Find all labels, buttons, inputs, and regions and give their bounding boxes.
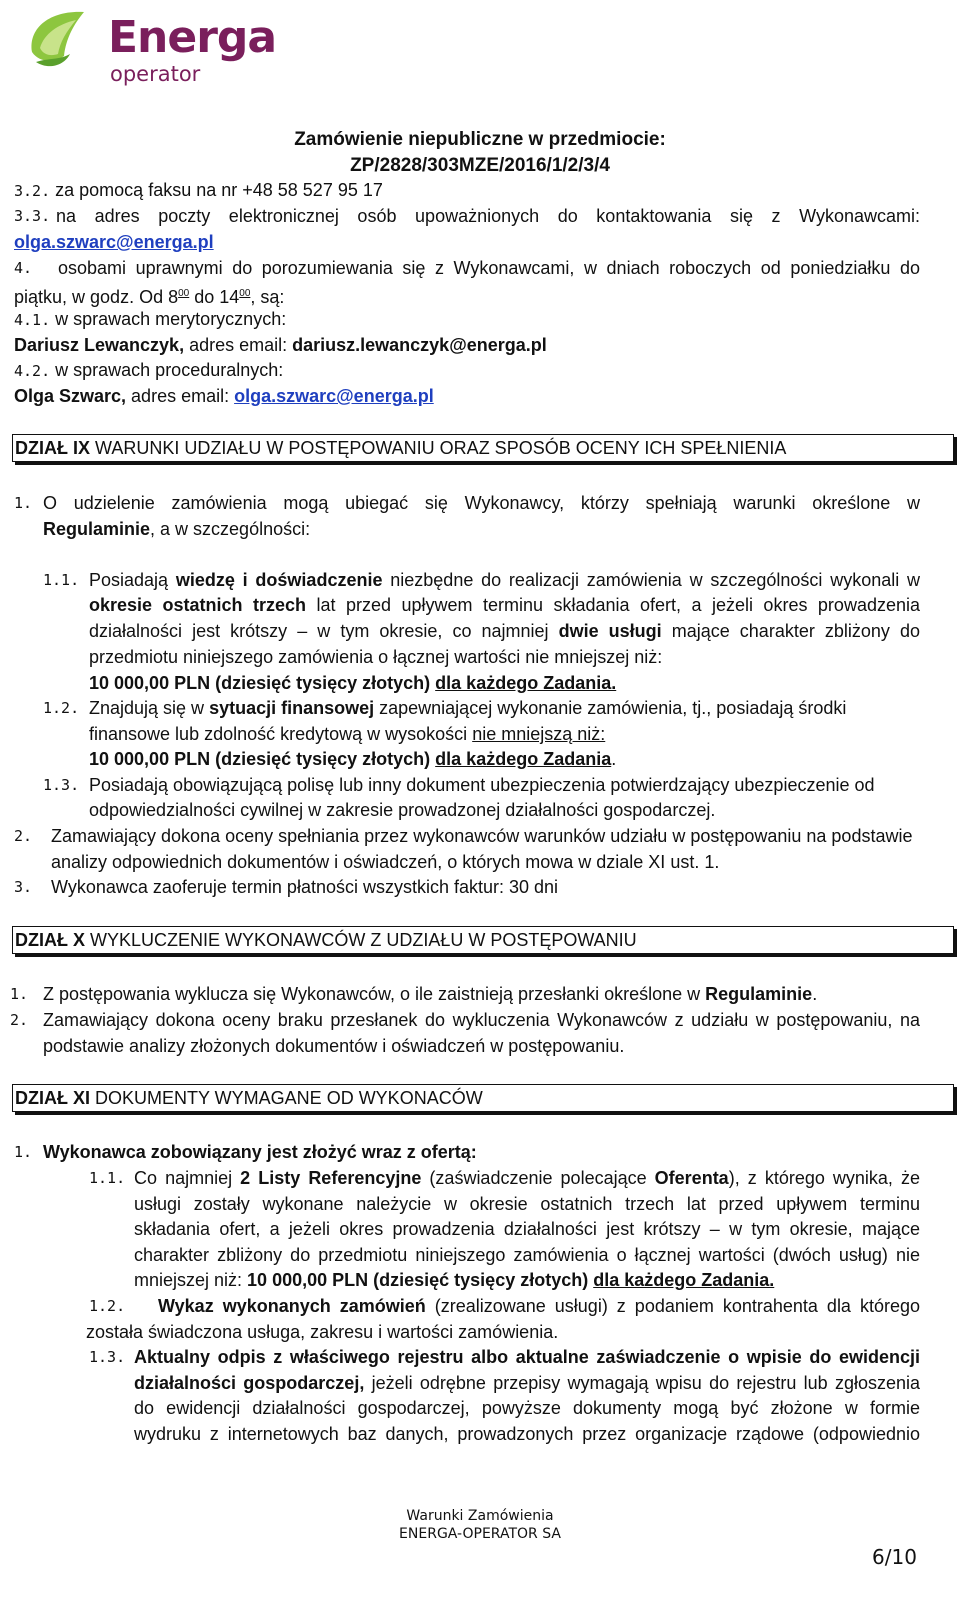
s9-11e: 10 000,00 PLN (dziesięć tysięcy złotych) dla każdego Zadania.: [89, 673, 617, 693]
email-link-szwarc-2[interactable]: olga.szwarc@energa.pl: [234, 386, 434, 406]
s9-p2a: Zamawiający dokona oceny spełniania przez wykonawców warunków udziału w postępowaniu na podstawie: [51, 826, 913, 846]
s11-11b: usługi zostały wykonane należycie w okresie ostatnich trzech lat przed upływem terminu: [134, 1194, 920, 1214]
s11-11e: mniejszej niż: 10 000,00 PLN (dziesięć tysięcy złotych) dla każdego Zadania.: [134, 1270, 775, 1290]
energa-logo: [26, 4, 277, 90]
item-3-3: na adres poczty elektronicznej osób upoważnionych do kontaktowania się z Wykonawcami:: [56, 206, 920, 226]
s10-p2b: podstawie analizy złożonych dokumentów i oświadczeń w postępowaniu.: [43, 1036, 625, 1056]
section-header-ix: DZIAŁ IX WARUNKI UDZIAŁU W POSTĘPOWANIU ORAZ SPOSÓB OCENY ICH SPEŁNIENIA: [12, 434, 954, 462]
s9-p2b: analizy odpowiednich dokumentów i oświadczeń, o których mowa w dziale XI ust. 1.: [51, 852, 720, 872]
item-4-2: 4.2. w sprawach proceduralnych:: [14, 360, 284, 380]
s9-13b: odpowiedzialności cywilnej w zakresie prowadzonej działalności gospodarczej.: [89, 800, 716, 820]
doc-title: Zamówienie niepubliczne w przedmiocie:: [294, 129, 666, 150]
s11-13d: wydruku z internetowych baz danych, prowadzonych przez organizacje rządowe (odpowiednio: [134, 1424, 920, 1444]
footer-line-1: Warunki Zamówienia: [406, 1508, 554, 1524]
s9-12c: 10 000,00 PLN (dziesięć tysięcy złotych) dla każdego Zadania.: [89, 749, 617, 769]
s11-13c: do ewidencji działalności gospodarczej, powyższe dokumenty mogą być złożone w formie: [134, 1398, 920, 1418]
s11-12a: Wykaz wykonanych zamówień (zrealizowane usługi) z podaniem kontrahenta dla którego: [158, 1296, 920, 1316]
s11-11d: charakter zbliżony do przedmiotu niniejszego zamówienia o łącznej wartości (dwóch usług) nie: [134, 1245, 920, 1265]
email-lewanczyk[interactable]: dariusz.lewanczyk@energa.pl: [292, 335, 547, 355]
section-header-x: DZIAŁ X WYKLUCZENIE WYKONAWCÓW Z UDZIAŁU W POSTĘPOWANIU: [12, 926, 954, 954]
item-3-2: 3.2. za pomocą faksu na nr +48 58 527 95 17: [14, 180, 383, 200]
contact-person-2: Olga Szwarc, adres email: olga.szwarc@energa.pl: [14, 386, 434, 406]
footer-line-2: ENERGA-OPERATOR SA: [399, 1526, 561, 1542]
page-number: 6/10: [872, 1545, 917, 1569]
s9-11d: przedmiotu niniejszego zamówienia o łącznej wartości nie mniejszej niż:: [89, 647, 663, 667]
section-header-xi: DZIAŁ XI DOKUMENTY WYMAGANE OD WYKONACÓW: [12, 1084, 954, 1112]
s11-p1: Wykonawca zobowiązany jest złożyć wraz z ofertą:: [43, 1142, 477, 1162]
s10-p1: Z postępowania wyklucza się Wykonawców, o ile zaistnieją przesłanki określone w Regulaminie.: [43, 984, 818, 1004]
s9-11a: Posiadają wiedzę i doświadczenie niezbędne do realizacji zamówienia w szczególności wykonali w: [89, 570, 920, 590]
s9-12a: Znajdują się w sytuacji finansowej zapewniającej wykonanie zamówienia, tj., posiadają środki: [89, 698, 847, 718]
logo-sub: operator: [110, 62, 201, 86]
s9-11b: okresie ostatnich trzech lat przed upływem terminu składania ofert, a jeżeli okres prowadzenia: [89, 595, 920, 615]
s11-12b: została świadczona usługa, zakresu i wartości zamówienia.: [86, 1322, 559, 1342]
energa-leaf-icon: [26, 4, 96, 74]
item-3-3-num: 3.3.: [14, 207, 51, 225]
s9-13a: Posiadają obowiązującą polisę lub inny dokument ubezpieczenia potwierdzający ubezpieczenie od: [89, 775, 875, 795]
s11-11c: składania ofert, a jeżeli okres prowadzenia działalności jest krótszy – w tym okresie, mające: [134, 1219, 920, 1239]
item-4: osobami uprawnymi do porozumiewania się z Wykonawcami, w dniach roboczych od poniedziałku do: [58, 258, 920, 278]
s9-p3: Wykonawca zaoferuje termin płatności wszystkich faktur: 30 dni: [51, 877, 559, 897]
contact-person-1: Dariusz Lewanczyk, adres email: dariusz.lewanczyk@energa.pl: [14, 335, 547, 355]
s11-11a: Co najmniej 2 Listy Referencyjne (zaświadczenie polecające Oferenta), z którego wynika, że: [134, 1168, 920, 1188]
doc-ref: ZP/2828/303MZE/2016/1/2/3/4: [350, 155, 610, 176]
item-4-hours: piątku, w godz. Od $8^{00}$ do $14^{00}$, są:: [14, 287, 285, 307]
s11-13a: Aktualny odpis z właściwego rejestru albo aktualne zaświadczenie o wpisie do ewidencji: [134, 1347, 920, 1367]
s9-12b: finansowe lub zdolność kredytową w wysokości nie mniejszą niż:: [89, 724, 606, 744]
item-4-1: 4.1. w sprawach merytorycznych:: [14, 309, 287, 329]
s9-11c: działalności jest krótszy – w tym okresie, co najmniej dwie usługi mające charakter zbliżony do: [89, 621, 920, 641]
s10-p2a: Zamawiający dokona oceny braku przesłanek do wykluczenia Wykonawców z udziału w postępowaniu, na: [43, 1010, 920, 1030]
item-4-num: 4.: [14, 259, 33, 277]
logo-brand: Energa: [108, 12, 277, 63]
s11-13b: działalności gospodarczej, jeżeli odrębne przepisy wymagają wpisu do rejestru lub zgłoszenia: [134, 1373, 920, 1393]
s9-p1b: Regulaminie, a w szczególności:: [43, 519, 311, 539]
email-link-szwarc[interactable]: olga.szwarc@energa.pl: [14, 232, 214, 252]
s9-p1a: O udzielenie zamówienia mogą ubiegać się Wykonawcy, którzy spełniają warunki określone w: [43, 493, 920, 513]
